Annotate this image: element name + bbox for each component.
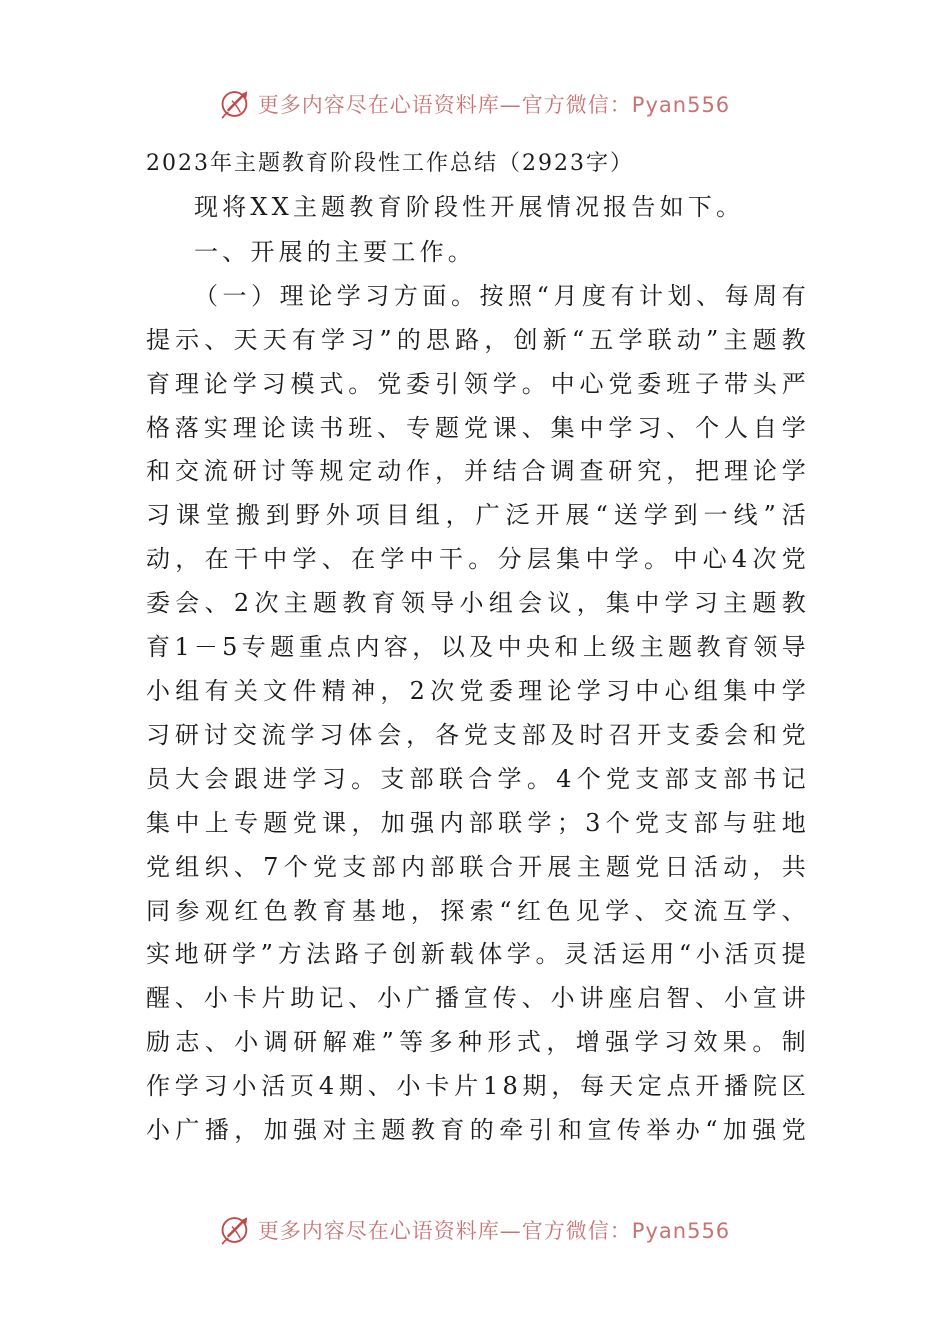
pen-logo-icon bbox=[220, 1213, 254, 1247]
watermark-text: 更多内容尽在心语资料库—官方微信：Pyan556 bbox=[257, 93, 731, 117]
watermark-text: 更多内容尽在心语资料库—官方微信：Pyan556 bbox=[257, 1219, 731, 1243]
section-heading: 一、开展的主要工作。 bbox=[194, 237, 476, 266]
watermark-footer bbox=[0, 1210, 950, 1250]
intro-paragraph: 现将XX主题教育阶段性开展情况报告如下。 bbox=[194, 193, 745, 221]
document-body bbox=[146, 142, 810, 1152]
document-title: 2023年主题教育阶段性工作总结（2923字） bbox=[146, 151, 634, 176]
body-paragraph: （一）理论学习方面。按照“月度有计划、每周有提示、天天有学习”的思路，创新“五学联动”主题教育理论学习模式。党委引领学。中心党委班子带头严格落实理论读书班、专题党课、集中学习、个人自学和交流研讨等规定动作，并结合调查研究，把理论学习课堂搬到野外项目组，广泛开展“送学到一线”活动，在干中学、在学中干。分层集中学。中心4次党委会、2次主题教育领导小组会议，集中学习主题教育1－5专题重点内容，以及中央和上级主题教育领导小组有关文件精神，2次党委理论学习中心组集中学习研讨交流学习体会，各党支部及时召开支委会和党员大会跟进学习。支部联合学。4个党支部支部书记集中上专题党课，加强内部联学；3个党支部与驻地党组织、7个党支部内部联合开展主题党日活动，共同参观红色教育基地，探索“红色见学、交流互学、实地研学”方法路子创新载体学。灵活运用“小活页提醒、小卡片助记、小广播宣传、小讲座启智、小宣讲励志、小调研解难”等多种形式，增强学习效果。制作学习小活页4期、小卡片18期，每天定点开播院区小广播，加强对主题教育的牵引和宣传举办“加强党 bbox=[146, 281, 810, 1145]
watermark-header bbox=[0, 84, 950, 124]
pen-logo-icon bbox=[220, 87, 254, 121]
